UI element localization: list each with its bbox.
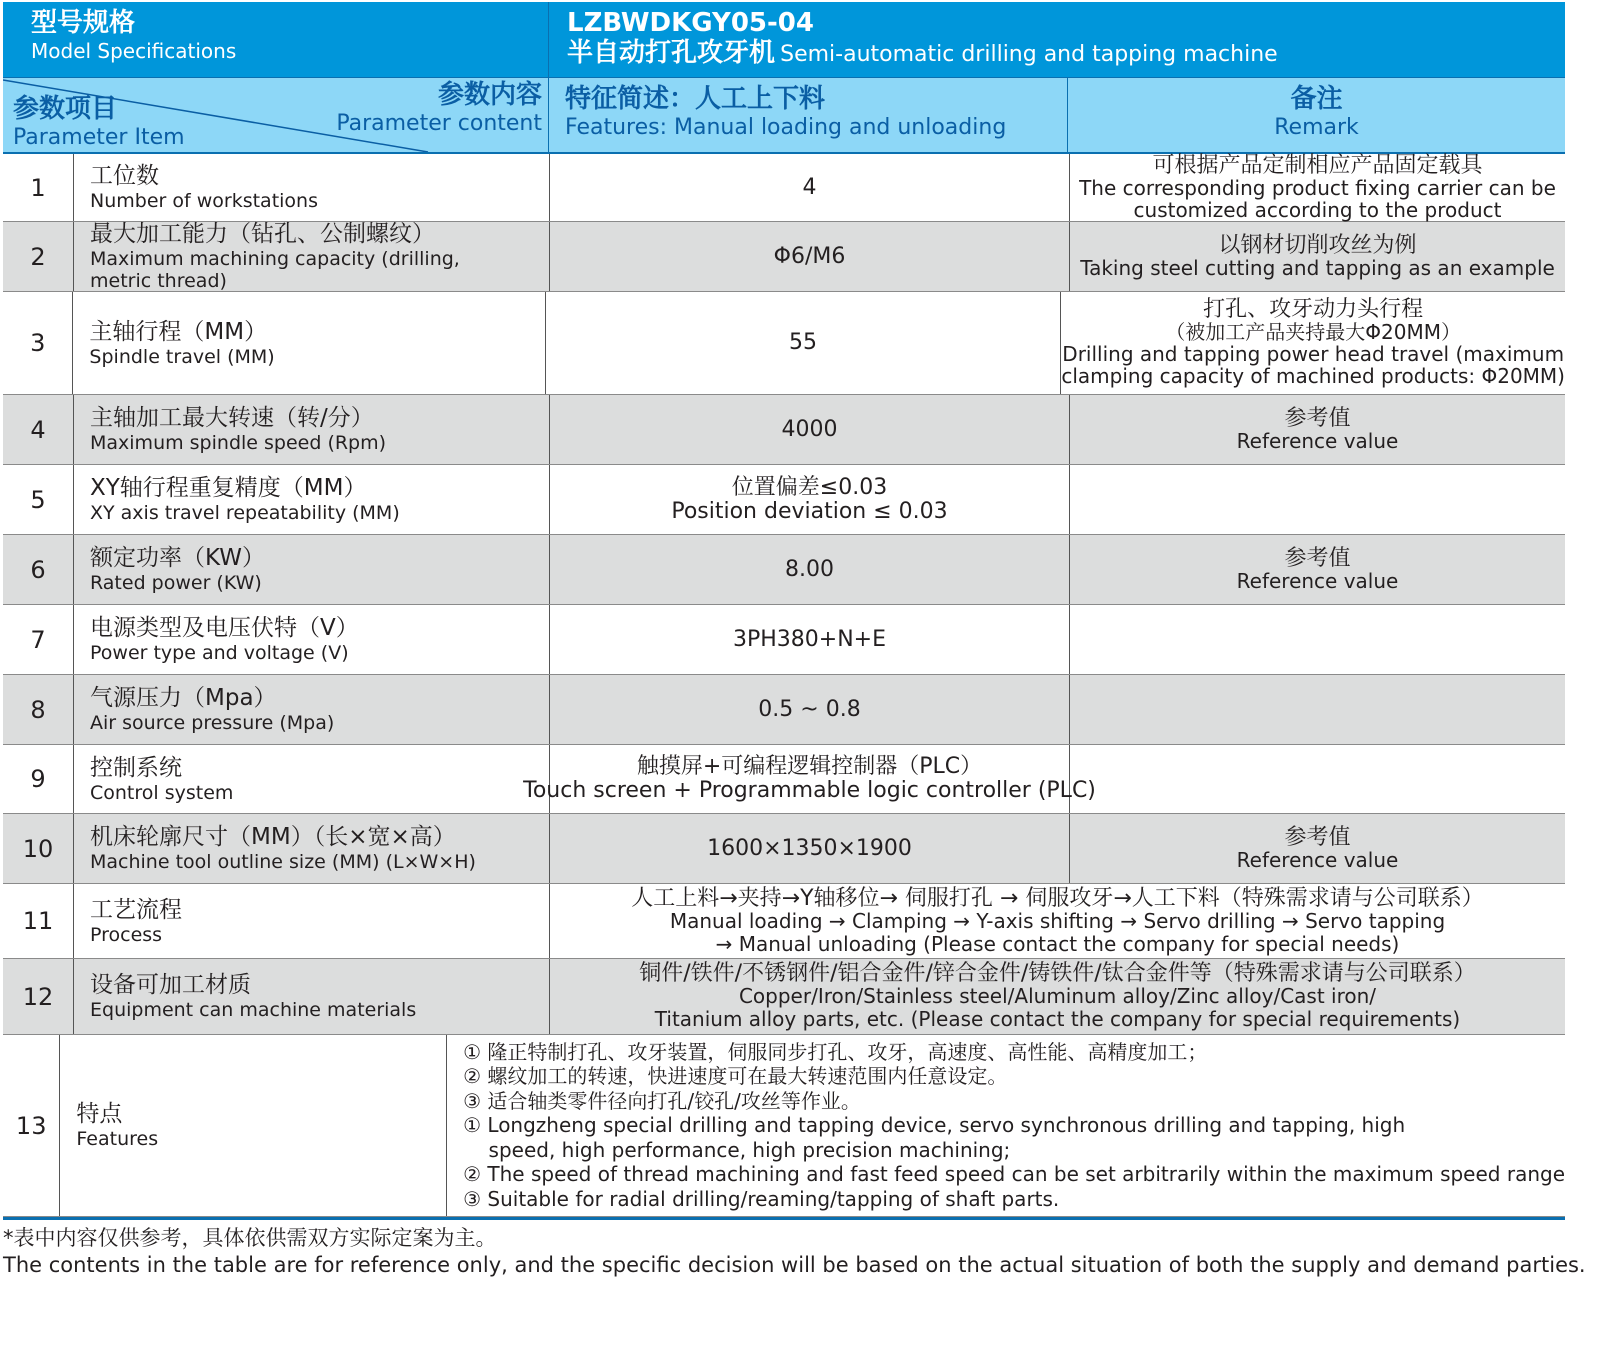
parameter-cn: 工艺流程 [90,896,182,923]
remark-cn: 备注 [1290,84,1343,114]
content-cell [550,884,1565,958]
machine-name-cn: 半自动打孔攻牙机 [567,38,776,68]
content-cell [550,605,1070,674]
remark-cell [1061,292,1565,394]
parameter-en: Maximum spindle speed (Rpm) [90,432,387,454]
model-code: LZBWDKGY05-04 [567,8,814,38]
parameter-cell [74,395,550,464]
remark-cell [1070,222,1565,291]
machine-name-en: Semi-automatic drilling and tapping machine [780,42,1278,67]
footer-note-en: The contents in the table are for reference only, and the specific decision will be based on the actual situation of both the supply and demand parties. [3,1253,1586,1277]
content-line: 位置偏差≤0.03 [731,474,888,500]
table-row [3,745,1565,814]
model-label-en: Model Specifications [31,39,237,63]
spec-table [3,2,1565,1220]
table-row [3,292,1565,395]
parameter-en: Machine tool outline size (MM) (L×W×H) [90,851,476,873]
parameter-en: Equipment can machine materials [90,999,417,1021]
remark-line: Taking steel cutting and tapping as an example [1080,255,1555,280]
content-line: Copper/Iron/Stainless steel/Aluminum alloy/Zinc alloy/Cast iron/ [738,984,1377,1008]
parameter-cell [60,1035,447,1216]
parameter-en: XY axis travel repeatability (MM) [90,502,400,524]
parameter-en: Process [90,923,163,946]
table-row [3,675,1565,745]
content-line: 4000 [781,416,838,442]
table-row [3,814,1565,884]
row-number: 5 [3,465,74,534]
content-line: 3PH380+N+E [732,626,887,652]
title-row [3,2,1565,77]
content-line: Manual loading → Clamping → Y-axis shifting → Servo drilling → Servo tapping [669,908,1446,933]
row-number: 7 [3,605,74,674]
features-heading [549,78,1068,152]
content-line: 55 [788,330,817,355]
parameter-cell [74,675,550,744]
diagonal-header-cell [3,78,549,152]
model-label-cn: 型号规格 [31,8,136,38]
remark-cell [1070,745,1565,813]
row-number: 2 [3,222,74,291]
parameter-cn: 额定功率（KW） [90,545,266,571]
content-cell [550,535,1070,604]
remark-cell [1070,675,1565,744]
table-row [3,395,1565,465]
content-line: 0.5 ~ 0.8 [758,696,861,722]
content-line: 8.00 [785,556,834,582]
row-number: 3 [3,292,73,394]
remark-line: Reference value [1236,428,1399,453]
row-number: 4 [3,395,74,464]
feature-line: ③ 适合轴类零件径向打孔/铰孔/攻丝等作业。 [463,1088,861,1113]
table-row [3,222,1565,292]
table-row [3,465,1565,535]
remark-cell [1070,605,1565,674]
parameter-en: Number of workstations [90,190,318,212]
content-line: 人工上料→夹持→Y轴移位→ 伺服打孔 → 伺服攻牙→人工下料（特殊需求请与公司联系） [631,885,1484,911]
parameter-cell [74,154,550,221]
content-line: 触摸屏+可编程逻辑控制器（PLC） [636,754,983,779]
param-content-en: Parameter content [336,111,542,136]
parameter-cn: 工位数 [90,163,159,189]
content-line: → Manual unloading (Please contact the company for special needs) [715,931,1400,956]
remark-cell [1070,395,1565,464]
features-en: Features: Manual loading and unloading [565,115,1007,140]
column-header-row [3,77,1565,154]
remark-cell [1070,465,1565,534]
row-number: 12 [3,959,74,1034]
table-row [3,959,1565,1035]
parameter-en: Control system [90,781,234,804]
row-number: 6 [3,535,74,604]
parameter-cn: 主轴加工最大转速（转/分） [90,405,374,431]
remark-line: 参考值 [1284,405,1351,431]
parameter-cn: XY轴行程重复精度（MM） [90,475,367,501]
model-cell [549,2,1565,77]
param-item-en: Parameter Item [13,125,185,150]
table-row [3,605,1565,675]
content-cell [447,1035,1565,1216]
remark-line: The corresponding product fixing carrier can be [1079,175,1556,200]
parameter-en: Maximum machining capacity (drilling, [90,248,460,270]
footer-note [3,1225,1586,1279]
parameter-cell [74,535,550,604]
parameter-cn: 特点 [76,1101,123,1127]
remark-line: customized according to the product [1133,197,1502,222]
parameter-cell [74,465,550,534]
parameter-en: Rated power (KW) [90,572,262,594]
feature-line: ② 螺纹加工的转速，快进速度可在最大转速范围内任意设定。 [463,1064,1008,1089]
remark-heading [1068,78,1565,152]
table-row [3,154,1565,222]
content-cell [550,395,1070,464]
features-cn: 特征简述：人工上下料 [565,84,826,114]
model-label-cell [3,2,549,77]
row-number: 1 [3,154,74,221]
remark-line: Drilling and tapping power head travel (maximum [1062,342,1565,366]
parameter-cn: 气源压力（Mpa） [90,685,277,711]
parameter-cn: 设备可加工材质 [90,972,251,998]
table-bottom-rule [3,1217,1565,1220]
feature-line: ② The speed of thread machining and fast feed speed can be set arbitrarily within the maximum speed range [463,1162,1565,1187]
parameter-cell [74,884,550,958]
parameter-cell [73,292,545,394]
remark-line: Reference value [1236,568,1399,593]
content-line: 1600×1350×1900 [707,835,912,861]
feature-line: speed, high performance, high precision machining; [463,1137,1011,1162]
table-row [3,1035,1565,1217]
parameter-cell [74,605,550,674]
content-line: 4 [802,174,817,200]
feature-line: ① 隆正特制打孔、攻牙装置，伺服同步打孔、攻牙，高速度、高性能、高精度加工； [463,1039,1208,1064]
content-cell [550,814,1070,883]
content-line: Φ6/M6 [773,243,846,269]
table-body [3,154,1565,1217]
parameter-cell [74,222,550,291]
param-content-cn: 参数内容 [437,80,542,110]
remark-cell [1070,535,1565,604]
param-item-heading [13,94,185,152]
parameter-cn: 主轴行程（MM） [89,318,268,345]
content-cell [546,292,1062,394]
remark-line: Reference value [1236,847,1399,872]
parameter-en: Air source pressure (Mpa) [90,712,335,734]
content-line: Position deviation ≤ 0.03 [671,498,948,524]
feature-line: ③ Suitable for radial drilling/reaming/tapping of shaft parts. [463,1186,1060,1211]
remark-line: 可根据产品定制相应产品固定载具 [1152,152,1483,178]
parameter-en: Spindle travel (MM) [89,345,275,368]
feature-line: ① Longzheng special drilling and tapping device, servo synchronous drilling and tapping, high [463,1113,1406,1138]
remark-line: clamping capacity of machined products: Φ20MM) [1061,364,1565,388]
content-cell [550,675,1070,744]
table-row [3,535,1565,605]
parameter-cn: 机床轮廓尺寸（MM）（长×宽×高） [90,824,456,850]
content-cell [550,465,1070,534]
parameter-cn: 控制系统 [90,754,182,781]
content-line: Titanium alloy parts, etc. (Please contact the company for special requirements) [654,1007,1461,1031]
remark-line: （被加工产品夹持最大Φ20MM） [1165,320,1462,344]
param-content-heading [336,80,542,138]
parameter-cn: 最大加工能力（钻孔、公制螺纹） [90,221,435,247]
content-cell [523,745,1096,813]
parameter-en: metric thread) [90,270,227,292]
remark-cell [1070,814,1565,883]
row-number: 10 [3,814,74,883]
row-number: 9 [3,745,74,813]
remark-line: 参考值 [1284,545,1351,571]
parameter-cell [74,814,550,883]
content-line: 铜件/铁件/不锈钢件/铝合金件/锌合金件/铸铁件/钛合金件等（特殊需求请与公司联系） [639,961,1476,986]
parameter-cn: 电源类型及电压伏特（V） [90,615,359,641]
row-number: 11 [3,884,74,958]
footer-note-cn: *表中内容仅供参考，具体依供需双方实际定案为主。 [3,1226,497,1250]
parameter-en: Features [76,1128,159,1150]
content-line: Touch screen + Programmable logic controller (PLC) [523,778,1096,803]
row-number: 13 [3,1035,60,1216]
table-row [3,884,1565,959]
content-cell [550,222,1070,291]
param-item-cn: 参数项目 [13,94,118,124]
row-number: 8 [3,675,74,744]
content-cell [550,959,1565,1034]
remark-en: Remark [1274,115,1359,140]
parameter-cell [74,959,550,1034]
parameter-en: Power type and voltage (V) [90,642,349,664]
remark-line: 以钢材切削攻丝为例 [1218,232,1417,258]
remark-line: 打孔、攻牙动力头行程 [1203,297,1424,322]
parameter-cell [74,745,550,813]
content-cell [550,154,1070,221]
remark-line: 参考值 [1284,824,1351,850]
remark-cell [1070,154,1565,221]
